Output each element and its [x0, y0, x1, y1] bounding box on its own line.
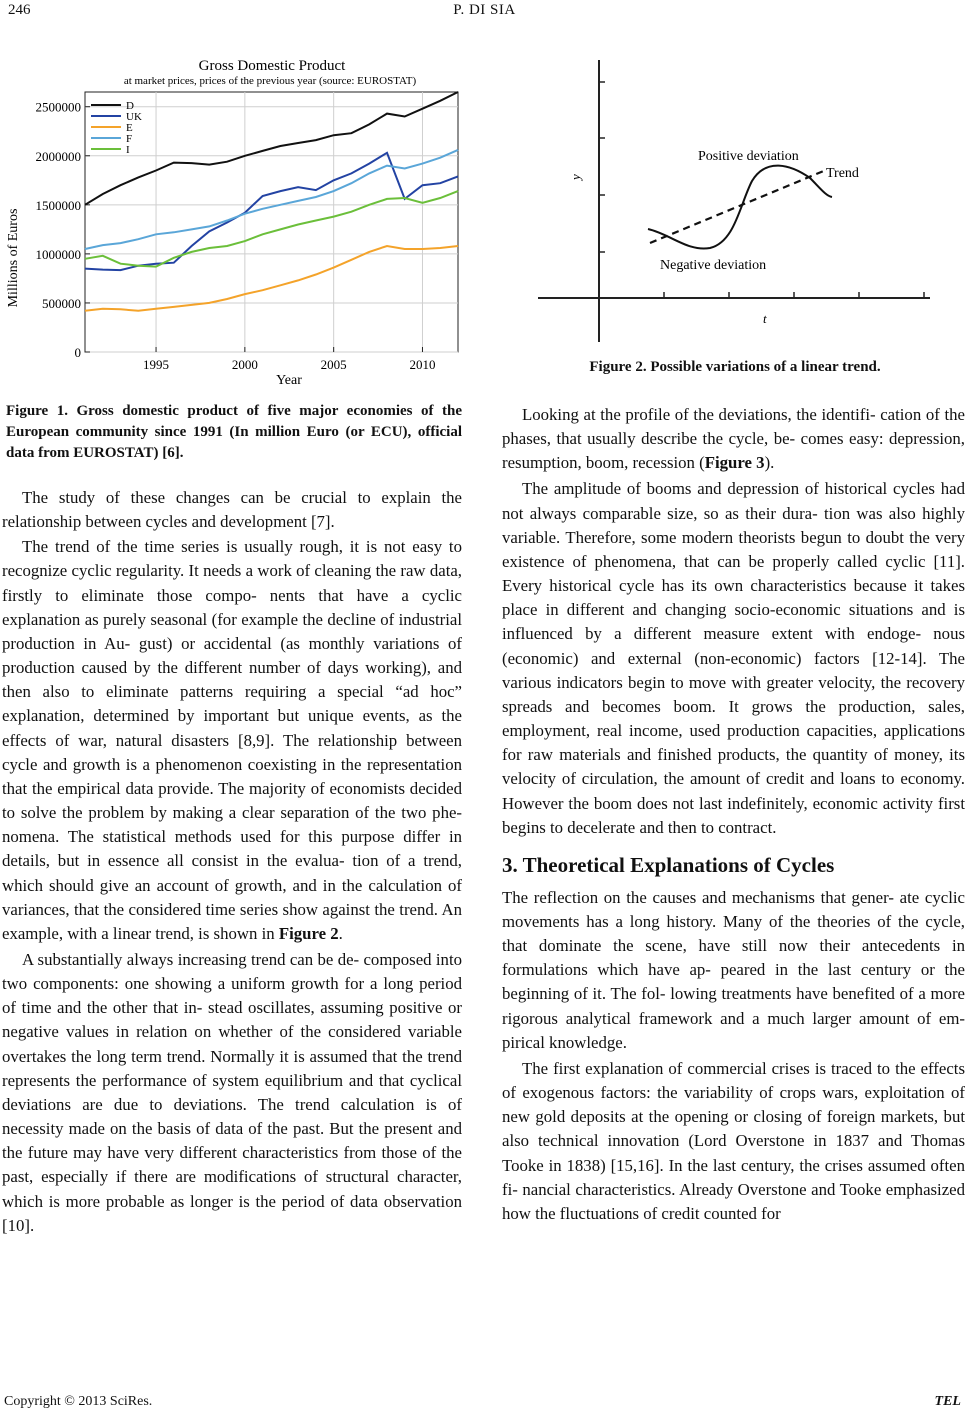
section-heading: 3. Theoretical Explanations of Cycles	[502, 852, 835, 877]
y-tick-label: 1000000	[35, 246, 81, 262]
paragraph: The amplitude of booms and depression of historical cycles had not always comparable size, so as their dura- tion was also highly variable. Therefore, some modern theorists begun to doubt the very existence of phenomena, that can be properly called cyclic [11]. Every historical cycle has its own characteristics because it takes place in different and changing socio-economic situations and is influenced by a different measure extent with endoge- nous (economic) and external (non-economic) factors [12-14]. The various indicators begin to move with greater velocity, the recovery spreads and becomes boom. It grows the production, sales, employment, real income, used production capacities, applications for raw materials and finished products, the quantity of money, its velocity of circulation, the amount of credit and loans to economy. However the boom does not last indefinitely, economic activity first begins to decelerate and then to contract.	[502, 479, 965, 837]
y-axis-label: Millions of Euros	[6, 208, 21, 308]
paragraph	[502, 403, 965, 475]
figure-reference[interactable]: Figure 3	[704, 453, 765, 473]
legend-label: F	[126, 133, 133, 145]
paragraph-text: Looking at the profile of the deviations, the identifi- cation of the phases, that usually describe the cycle, be- comes easy: depression, resumption, boom, recession (	[502, 405, 965, 473]
y-tick-label: 0	[74, 345, 81, 360]
trend-label: Trend	[826, 166, 859, 181]
paragraph: A substantially always increasing trend can be de- composed into two components: one showing a uniform growth for a long period of time and the other that in- stead oscillates, assuming positive or negative values in relation on whether of the considered variable overtakes the long term trend. Normally it is assumed that the trend represents the performance of system equilibrium and that cyclical deviations are due to deviations. The trend calculation is of necessity made on the basis of data of the past. But the present and the future may have very different characteristics from those of the past, especially if there are modifications of structural character, which is more probable as longer is the period of data observation [10].	[2, 949, 462, 1235]
t-axis-letter: t	[763, 311, 767, 326]
figure-1-chart	[0, 50, 468, 395]
figure-1-caption: Figure 1. Gross domestic product of five major economies of the European community since 1991 (In million Euro (or ECU), official data from EUROSTAT) [6].	[6, 403, 462, 461]
x-tick-label: 2005	[320, 357, 347, 372]
legend-label: D	[126, 100, 134, 112]
y-tick-label: 500000	[42, 295, 81, 311]
chart-subtitle: at market prices, prices of the previous year (source: EUROSTAT)	[123, 75, 417, 87]
trend-line	[650, 170, 826, 243]
paragraph-text: ).	[764, 453, 775, 473]
x-axis-label: Year	[276, 373, 302, 388]
legend-label: UK	[126, 111, 142, 123]
deviation-curve	[648, 166, 832, 249]
paragraph: The first explanation of commercial crises is traced to the effects of exogenous factors: the variability of crops wars, exploitation of new gold deposits at the opening or closing of foreign markets, but also technical innovation (Lord Overstone in 1837 and Thomas Tooke in 1838) [15,16]. In the last century, the crises assumed often fi- nancial characteristics. Already Overstone and Tooke emphasized how the fluctuations of credit counted for	[502, 1058, 965, 1223]
figure-2-caption: Figure 2. Possible variations of a linear trend.	[589, 359, 881, 375]
figure-reference[interactable]: Figure 2	[278, 923, 339, 943]
paragraph	[2, 535, 462, 946]
right-column	[502, 403, 965, 1226]
chart-title: Gross Domestic Product	[198, 58, 346, 74]
positive-deviation-label: Positive deviation	[698, 149, 799, 164]
legend-label: E	[126, 122, 133, 134]
paragraph: The reflection on the causes and mechanisms that gener- ate cyclic movements has a long history. Many of the theories of the cycle, that dominate the scene, have still now their antecedents in formulations which have ap- peared in the last century or the beginning of it. The fol- lowing treatments have benefited of a more rigorous analytical framework and a much larger amount of em- pirical knowledge.	[502, 887, 965, 1052]
x-tick-label: 2010	[409, 357, 436, 372]
paragraph-text: The trend of the time series is usually rough, it is not easy to recognize cyclic regularity. It needs a work of cleaning the raw data, firstly to eliminate those compo- nents that have a cyclic explanation as purely seasonal (for example the decline of industrial production in Au- gust) or accidental (as monthly variations of production caused by the different number of days working), and then also to eliminate patterns requiring a special “ad hoc” explanation, determined by important but unique events, as the effects of war, natural disasters [8,9]. The relationship between cycle and growth is a phenomenon coexisting in the representation that the empirical data provide. The majority of economists decided to solve the problem by making a clear separation of the two phe- nomena. The statistical methods used for this purpose differ in details, but in essence all consist in the evalua- tion of a trend, which should give an account of growth, and in the calculation of variances, that the considered time series show against the trend. An example, with a linear trend, is shown in	[2, 537, 462, 943]
paragraph-text: .	[338, 923, 343, 943]
negative-deviation-label: Negative deviation	[660, 258, 767, 273]
x-tick-label: 1995	[143, 357, 170, 372]
legend-label: I	[126, 144, 130, 156]
figure-2-diagram	[530, 56, 935, 348]
y-axis-letter: y	[568, 174, 583, 180]
y-tick-label: 1500000	[35, 197, 81, 213]
page-number: 246	[8, 2, 31, 18]
x-tick-label: 2000	[231, 357, 258, 372]
y-tick-label: 2000000	[35, 148, 81, 164]
running-head: P. DI SIA	[453, 2, 516, 18]
footer-journal: TEL	[934, 1394, 961, 1409]
left-column	[2, 486, 462, 1238]
footer-copyright: Copyright © 2013 SciRes.	[4, 1394, 153, 1409]
y-tick-label: 2500000	[35, 99, 81, 115]
paragraph: The study of these changes can be crucial to explain the relationship between cycles and development [7].	[2, 488, 462, 532]
